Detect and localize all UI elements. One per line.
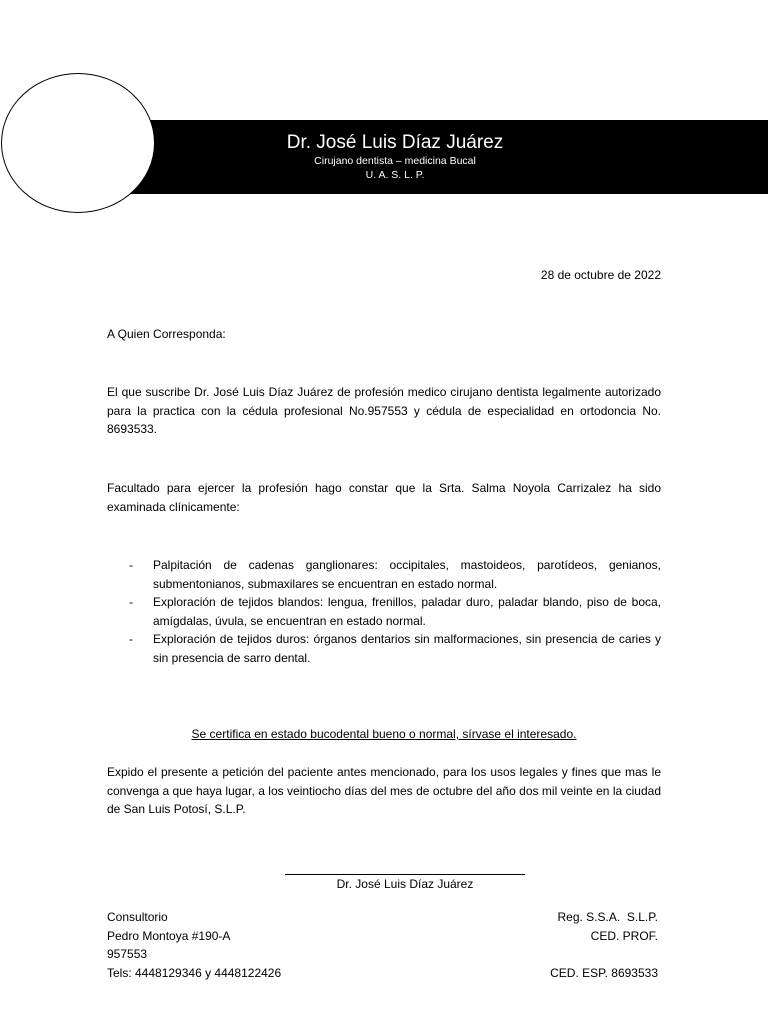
list-marker: -: [129, 632, 133, 646]
footer-office-label: Consultorio: [107, 910, 168, 924]
signature-name: Dr. José Luis Díaz Juárez: [336, 877, 474, 891]
list-item: [107, 593, 661, 630]
list-item-text: Exploración de tejidos blandos: lengua, frenillos, paladar duro, paladar blando, piso de boca, amígdalas, úvula, se encuentran en estado normal.: [153, 595, 661, 628]
letterhead: [155, 120, 635, 194]
footer-ced-esp: CED. ESP. 8693533: [550, 965, 658, 980]
list-item-text: Palpitación de cadenas ganglionares: occipitales, mastoideos, parotídeos, genianos, submentonianos, submaxilares se encuentran en estado normal.: [153, 558, 661, 591]
logo-placeholder-circle: [1, 73, 155, 213]
institution: U. A. S. L. P.: [365, 169, 425, 181]
footer-reg-ssa: Reg. S.S.A. S.L.P.: [557, 910, 658, 924]
list-item: [107, 556, 661, 593]
footer-contact: [107, 908, 281, 982]
paragraph-issue: Expido el presente a petición del paciente antes mencionado, para los usos legales y fines que mas le convenga a que haya lugar, a los veintiocho días del mes de octubre del año dos mil veinte en la ciudad de San Luis Potosí, S.L.P.: [107, 765, 661, 816]
footer-spacer: [550, 945, 658, 964]
paragraph-faculty: Facultado para ejercer la profesión hago constar que la Srta. Salma Noyola Carrizalez ha sido examinada clínicamente:: [107, 481, 661, 514]
list-item: [107, 630, 661, 667]
document-date: 28 de octubre de 2022: [540, 268, 661, 282]
footer-number: 957553: [107, 947, 148, 961]
certification-statement: Se certifica en estado bucodental bueno o normal, sírvase el interesado.: [191, 727, 577, 741]
footer-ced-prof: CED. PROF.: [590, 928, 658, 943]
list-item-text: Exploración de tejidos duros: órganos dentarios sin malformaciones, sin presencia de caries y sin presencia de sarro dental.: [153, 632, 661, 665]
doctor-name: Dr. José Luis Díaz Juárez: [286, 132, 504, 153]
list-marker: -: [129, 558, 133, 572]
footer-registration: [550, 908, 658, 982]
footer-phones: Tels: 4448129346 y 4448122426: [107, 965, 282, 980]
doctor-specialty: Cirujano dentista – medicina Bucal: [314, 155, 476, 167]
examination-list: [107, 556, 661, 667]
list-marker: -: [129, 595, 133, 609]
paragraph-intro: El que suscribe Dr. José Luis Díaz Juárez de profesión medico cirujano dentista legalmente autorizado para la practica con la cédula profesional No.957553 y cédula de especialidad en ortodoncia No. 8693533.: [107, 385, 661, 436]
footer-address: Pedro Montoya #190-A: [107, 928, 231, 943]
greeting: A Quien Corresponda:: [107, 327, 226, 341]
